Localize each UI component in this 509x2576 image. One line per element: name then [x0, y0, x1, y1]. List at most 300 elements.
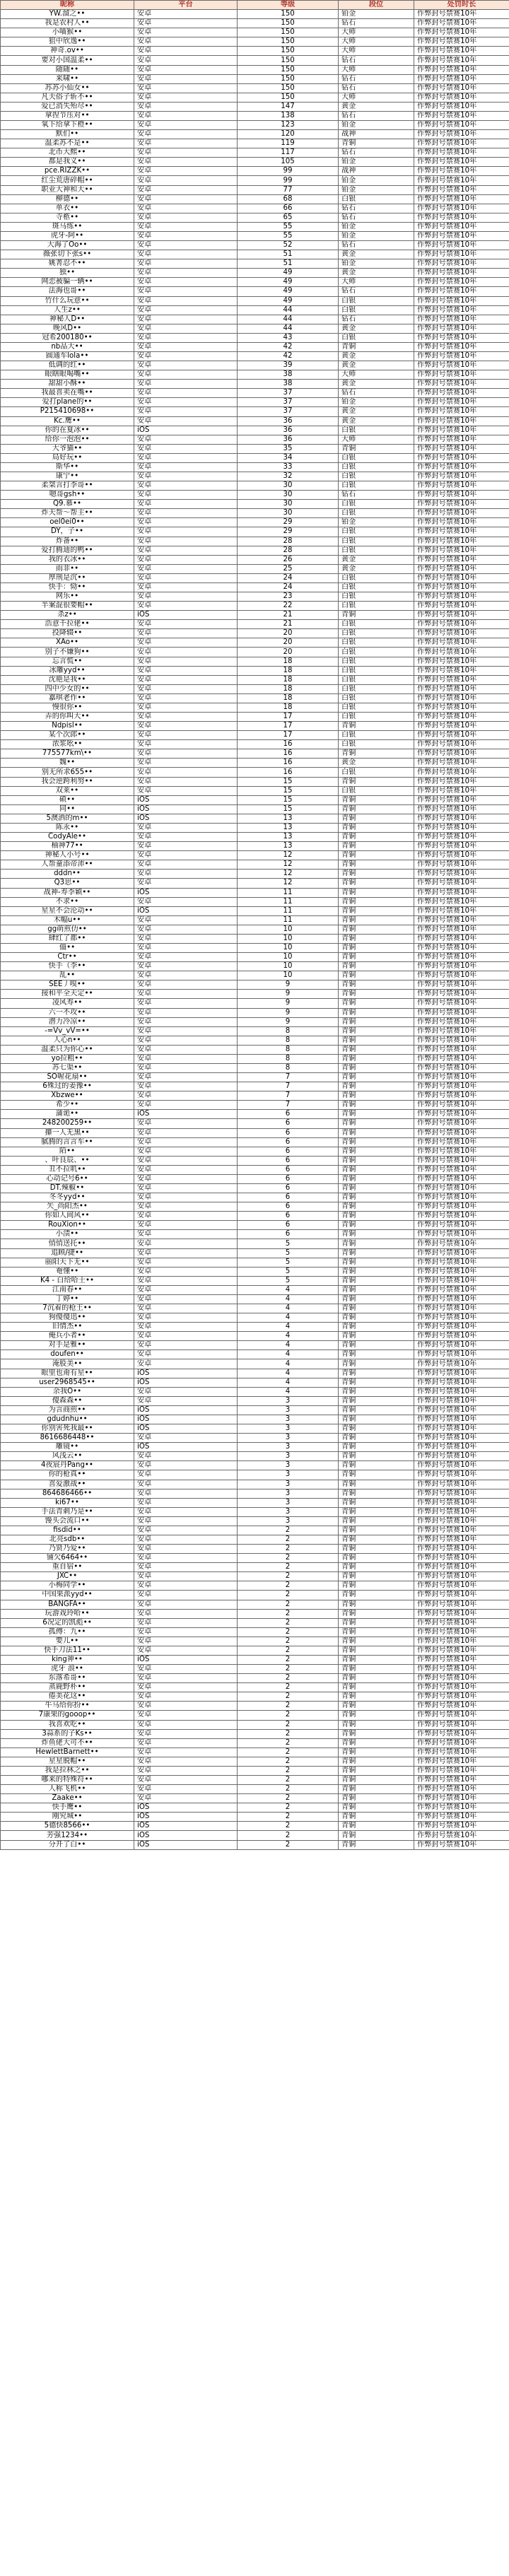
- cell-punishment: 作弊封号禁赛10年: [414, 213, 509, 222]
- cell-tier: 青铜: [339, 1424, 414, 1434]
- cell-punishment: 作弊封号禁赛10年: [414, 1498, 509, 1507]
- cell-tier: 青铜: [339, 1655, 414, 1664]
- table-row: [1, 1017, 509, 1026]
- cell-platform: 安卓: [134, 74, 238, 83]
- cell-tier: 青铜: [339, 1294, 414, 1304]
- cell-platform: 安卓: [134, 1184, 238, 1193]
- cell-platform: 安卓: [134, 1119, 238, 1128]
- cell-level: 4: [238, 1304, 339, 1313]
- table-row: [1, 1341, 509, 1350]
- cell-name: XAo••: [1, 638, 134, 648]
- cell-name: Xbzwe••: [1, 1091, 134, 1101]
- cell-tier: 黄金: [339, 380, 414, 389]
- cell-name: 厚刑是沉••: [1, 573, 134, 582]
- cell-tier: 青铜: [339, 1443, 414, 1452]
- cell-platform: 安卓: [134, 879, 238, 888]
- table-row: [1, 1692, 509, 1702]
- cell-punishment: 作弊封号禁赛10年: [414, 185, 509, 194]
- table-row: [1, 722, 509, 731]
- cell-tier: 青铜: [339, 1258, 414, 1267]
- table-row: [1, 1230, 509, 1239]
- table-row: [1, 1572, 509, 1581]
- cell-name: Q9.慕••: [1, 500, 134, 509]
- cell-name: 蒲诡••: [1, 1110, 134, 1119]
- cell-tier: 青铜: [339, 1332, 414, 1341]
- cell-level: 10: [238, 925, 339, 934]
- cell-name: 杀z••: [1, 611, 134, 620]
- cell-tier: 黄金: [339, 555, 414, 564]
- table-row: [1, 1036, 509, 1045]
- cell-punishment: 作弊封号禁赛10年: [414, 897, 509, 906]
- table-row: [1, 435, 509, 444]
- cell-tier: 青铜: [339, 1350, 414, 1359]
- table-row: [1, 527, 509, 537]
- cell-punishment: 作弊封号禁赛10年: [414, 971, 509, 980]
- cell-level: 9: [238, 999, 339, 1008]
- cell-tier: 大师: [339, 28, 414, 37]
- cell-tier: 青铜: [339, 1091, 414, 1101]
- table-row: [1, 1591, 509, 1600]
- cell-punishment: 作弊封号禁赛10年: [414, 1757, 509, 1766]
- cell-punishment: 作弊封号禁赛10年: [414, 1813, 509, 1822]
- table-row: [1, 1535, 509, 1544]
- cell-level: 55: [238, 231, 339, 240]
- cell-level: 2: [238, 1757, 339, 1766]
- cell-name: 眼瞎眼喝嘴••: [1, 370, 134, 380]
- cell-level: 11: [238, 906, 339, 915]
- cell-level: 150: [238, 56, 339, 65]
- cell-platform: 安卓: [134, 1091, 238, 1101]
- cell-platform: iOS: [134, 611, 238, 620]
- cell-level: 2: [238, 1609, 339, 1618]
- cell-name: 陈永••: [1, 823, 134, 832]
- cell-level: 6: [238, 1202, 339, 1212]
- table-row: [1, 500, 509, 509]
- cell-punishment: 作弊封号禁赛10年: [414, 1572, 509, 1581]
- cell-level: 16: [238, 768, 339, 777]
- cell-name: 北币大熙••: [1, 148, 134, 158]
- cell-name: 牛马给你扮••: [1, 1702, 134, 1711]
- cell-level: 52: [238, 241, 339, 250]
- cell-name: 爱已消失殆尽••: [1, 102, 134, 111]
- cell-tier: 青铜: [339, 870, 414, 879]
- cell-level: 10: [238, 934, 339, 943]
- cell-platform: 安卓: [134, 278, 238, 287]
- cell-level: 30: [238, 509, 339, 518]
- cell-platform: 安卓: [134, 1554, 238, 1563]
- cell-name: BANGFA••: [1, 1600, 134, 1609]
- cell-level: 8: [238, 1063, 339, 1072]
- cell-level: 3: [238, 1480, 339, 1489]
- cell-platform: 安卓: [134, 897, 238, 906]
- cell-punishment: 作弊封号禁赛10年: [414, 657, 509, 666]
- cell-level: 5: [238, 1248, 339, 1258]
- table-row: [1, 1193, 509, 1202]
- cell-tier: 青铜: [339, 814, 414, 823]
- cell-platform: 安卓: [134, 851, 238, 860]
- table-row: [1, 1248, 509, 1258]
- cell-name: 775577km\••: [1, 749, 134, 759]
- cell-level: 4: [238, 1294, 339, 1304]
- cell-level: 30: [238, 491, 339, 500]
- cell-punishment: 作弊封号禁赛10年: [414, 222, 509, 231]
- cell-name: 铺欠6464••: [1, 1554, 134, 1563]
- cell-tier: 青铜: [339, 1073, 414, 1082]
- cell-level: 7: [238, 1101, 339, 1110]
- cell-platform: 安卓: [134, 777, 238, 786]
- cell-name: 5德快8566••: [1, 1822, 134, 1831]
- cell-level: 15: [238, 804, 339, 814]
- cell-platform: 安卓: [134, 269, 238, 278]
- cell-name: dddn••: [1, 870, 134, 879]
- table-row: [1, 693, 509, 703]
- cell-tier: 青铜: [339, 1720, 414, 1729]
- cell-platform: 安卓: [134, 1535, 238, 1544]
- cell-platform: 安卓: [134, 592, 238, 602]
- table-row: [1, 925, 509, 934]
- cell-punishment: 作弊封号禁赛10年: [414, 65, 509, 74]
- cell-platform: iOS: [134, 814, 238, 823]
- cell-platform: 安卓: [134, 980, 238, 990]
- cell-level: 6: [238, 1110, 339, 1119]
- cell-name: 狗傻傻迅••: [1, 1313, 134, 1323]
- cell-tier: 白银: [339, 426, 414, 435]
- cell-punishment: 作弊封号禁赛10年: [414, 1230, 509, 1239]
- cell-name: 半案混很要帽••: [1, 602, 134, 611]
- cell-level: 20: [238, 629, 339, 638]
- cell-name: 网恋被骗一辆••: [1, 278, 134, 287]
- cell-punishment: 作弊封号禁赛10年: [414, 1674, 509, 1683]
- cell-tier: 青铜: [339, 722, 414, 731]
- cell-tier: 青铜: [339, 1747, 414, 1757]
- cell-tier: 青铜: [339, 1415, 414, 1424]
- cell-name: 乱••: [1, 971, 134, 980]
- cell-tier: 青铜: [339, 1452, 414, 1461]
- table-body: [1, 10, 509, 1850]
- cell-level: 2: [238, 1618, 339, 1627]
- cell-platform: 安卓: [134, 259, 238, 269]
- cell-platform: 安卓: [134, 915, 238, 925]
- cell-name: 温柔苏不是••: [1, 139, 134, 148]
- cell-level: 3: [238, 1489, 339, 1498]
- cell-level: 150: [238, 83, 339, 93]
- cell-level: 4: [238, 1323, 339, 1332]
- cell-name: 8616686448••: [1, 1434, 134, 1443]
- cell-tier: 钻石: [339, 19, 414, 28]
- cell-tier: 青铜: [339, 1304, 414, 1313]
- table-row: [1, 1480, 509, 1489]
- cell-punishment: 作弊封号禁赛10年: [414, 380, 509, 389]
- table-row: [1, 823, 509, 832]
- cell-platform: 安卓: [134, 1313, 238, 1323]
- cell-platform: 安卓: [134, 1147, 238, 1156]
- cell-name: 你如人间风••: [1, 1212, 134, 1221]
- cell-platform: 安卓: [134, 500, 238, 509]
- cell-platform: 安卓: [134, 684, 238, 693]
- table-row: [1, 1221, 509, 1230]
- cell-punishment: 作弊封号禁赛10年: [414, 842, 509, 851]
- cell-platform: 安卓: [134, 703, 238, 712]
- cell-name: 大海了Oo••: [1, 241, 134, 250]
- cell-platform: 安卓: [134, 629, 238, 638]
- cell-level: 3: [238, 1396, 339, 1405]
- cell-tier: 青铜: [339, 1396, 414, 1405]
- cell-tier: 白银: [339, 786, 414, 795]
- table-row: [1, 65, 509, 74]
- table-row: [1, 1323, 509, 1332]
- cell-tier: 青铜: [339, 1591, 414, 1600]
- table-row: [1, 1674, 509, 1683]
- cell-tier: 青铜: [339, 1785, 414, 1794]
- header-punishment: 处罚时长: [414, 1, 509, 10]
- cell-level: 7: [238, 1091, 339, 1101]
- cell-punishment: 作弊封号禁赛10年: [414, 204, 509, 213]
- cell-punishment: 作弊封号禁赛10年: [414, 102, 509, 111]
- table-row: [1, 1794, 509, 1803]
- cell-name: 3蒜系的子Ks••: [1, 1729, 134, 1738]
- cell-tier: 青铜: [339, 823, 414, 832]
- cell-level: 32: [238, 472, 339, 481]
- cell-platform: 安卓: [134, 435, 238, 444]
- table-row: [1, 1665, 509, 1674]
- cell-tier: 青铜: [339, 1119, 414, 1128]
- cell-platform: 安卓: [134, 19, 238, 28]
- cell-punishment: 作弊封号禁赛10年: [414, 740, 509, 749]
- cell-punishment: 作弊封号禁赛10年: [414, 1026, 509, 1036]
- cell-tier: 青铜: [339, 1831, 414, 1840]
- cell-punishment: 作弊封号禁赛10年: [414, 176, 509, 185]
- cell-name: 冠希200180••: [1, 333, 134, 342]
- cell-tier: 青铜: [339, 1665, 414, 1674]
- cell-punishment: 作弊封号禁赛10年: [414, 804, 509, 814]
- cell-punishment: 作弊封号禁赛10年: [414, 629, 509, 638]
- cell-platform: 安卓: [134, 1387, 238, 1396]
- cell-name: 眼里也甭有星••: [1, 1369, 134, 1378]
- cell-punishment: 作弊封号禁赛10年: [414, 1017, 509, 1026]
- cell-platform: 安卓: [134, 241, 238, 250]
- cell-tier: 黄金: [339, 351, 414, 361]
- cell-tier: 青铜: [339, 1702, 414, 1711]
- table-row: [1, 814, 509, 823]
- cell-platform: 安卓: [134, 860, 238, 870]
- table-row: [1, 1276, 509, 1285]
- cell-tier: 青铜: [339, 1045, 414, 1054]
- cell-name: 俺兵小者••: [1, 1332, 134, 1341]
- cell-platform: 安卓: [134, 546, 238, 555]
- table-row: [1, 1082, 509, 1091]
- table-row: [1, 37, 509, 47]
- cell-punishment: 作弊封号禁赛10年: [414, 795, 509, 804]
- table-row: [1, 1101, 509, 1110]
- cell-platform: 安卓: [134, 1729, 238, 1738]
- cell-platform: 安卓: [134, 990, 238, 999]
- cell-punishment: 作弊封号禁赛10年: [414, 1655, 509, 1664]
- cell-name: 刚究城••: [1, 1813, 134, 1822]
- cell-name: 864686466••: [1, 1489, 134, 1498]
- cell-platform: 安卓: [134, 1720, 238, 1729]
- table-row: [1, 1757, 509, 1766]
- cell-tier: 青铜: [339, 1674, 414, 1683]
- cell-name: 旧情杰••: [1, 1323, 134, 1332]
- cell-platform: 安卓: [134, 1757, 238, 1766]
- table-row: [1, 194, 509, 204]
- cell-punishment: 作弊封号禁赛10年: [414, 1747, 509, 1757]
- cell-platform: 安卓: [134, 1489, 238, 1498]
- cell-tier: 青铜: [339, 1082, 414, 1091]
- cell-platform: 安卓: [134, 416, 238, 426]
- cell-platform: 安卓: [134, 1248, 238, 1258]
- cell-punishment: 作弊封号禁赛10年: [414, 19, 509, 28]
- cell-platform: 安卓: [134, 250, 238, 259]
- cell-tier: 黄金: [339, 361, 414, 370]
- cell-punishment: 作弊封号禁赛10年: [414, 426, 509, 435]
- cell-tier: 大师: [339, 93, 414, 102]
- cell-name: Zaake••: [1, 1794, 134, 1803]
- cell-name: 快手：恸••: [1, 582, 134, 592]
- cell-platform: 安卓: [134, 1045, 238, 1054]
- cell-punishment: 作弊封号禁赛10年: [414, 925, 509, 934]
- cell-tier: 青铜: [339, 1239, 414, 1248]
- cell-level: 2: [238, 1702, 339, 1711]
- cell-platform: 安卓: [134, 1600, 238, 1609]
- cell-platform: 安卓: [134, 1258, 238, 1267]
- cell-level: 6: [238, 1184, 339, 1193]
- cell-punishment: 作弊封号禁赛10年: [414, 351, 509, 361]
- table-row: [1, 1702, 509, 1711]
- cell-tier: 青铜: [339, 1516, 414, 1526]
- cell-tier: 白银: [339, 592, 414, 602]
- cell-level: 120: [238, 130, 339, 139]
- cell-level: 2: [238, 1692, 339, 1702]
- cell-platform: iOS: [134, 1813, 238, 1822]
- cell-punishment: 作弊封号禁赛10年: [414, 1008, 509, 1017]
- table-row: [1, 1637, 509, 1646]
- cell-name: 希少••: [1, 1101, 134, 1110]
- cell-name: 矢_尚阳杰••: [1, 1202, 134, 1212]
- cell-platform: 安卓: [134, 1618, 238, 1627]
- cell-tier: 青铜: [339, 1489, 414, 1498]
- table-row: [1, 1396, 509, 1405]
- cell-name: 潜力冷凉••: [1, 1017, 134, 1026]
- cell-tier: 青铜: [339, 1359, 414, 1369]
- cell-platform: iOS: [134, 906, 238, 915]
- table-row: [1, 851, 509, 860]
- cell-level: 22: [238, 602, 339, 611]
- cell-name: 冰雕yyd••: [1, 666, 134, 675]
- table-row: [1, 1285, 509, 1294]
- cell-punishment: 作弊封号禁赛10年: [414, 472, 509, 481]
- cell-level: 37: [238, 389, 339, 398]
- cell-platform: 安卓: [134, 1036, 238, 1045]
- cell-name: 人生z••: [1, 305, 134, 315]
- table-row: [1, 971, 509, 980]
- cell-name: 倦美花这••: [1, 1692, 134, 1702]
- cell-platform: 安卓: [134, 1461, 238, 1470]
- cell-punishment: 作弊封号禁赛10年: [414, 1073, 509, 1082]
- cell-name: 7沉着的枪王••: [1, 1304, 134, 1313]
- cell-punishment: 作弊封号禁赛10年: [414, 148, 509, 158]
- cell-platform: 安卓: [134, 1137, 238, 1147]
- cell-punishment: 作弊封号禁赛10年: [414, 1285, 509, 1294]
- cell-platform: 安卓: [134, 111, 238, 120]
- cell-tier: 青铜: [339, 1026, 414, 1036]
- cell-punishment: 作弊封号禁赛10年: [414, 675, 509, 684]
- cell-level: 26: [238, 555, 339, 564]
- table-row: [1, 897, 509, 906]
- cell-tier: 黄金: [339, 269, 414, 278]
- cell-level: 3: [238, 1516, 339, 1526]
- cell-punishment: 作弊封号禁赛10年: [414, 1452, 509, 1461]
- cell-punishment: 作弊封号禁赛10年: [414, 1387, 509, 1396]
- cell-punishment: 作弊封号禁赛10年: [414, 684, 509, 693]
- cell-platform: 安卓: [134, 222, 238, 231]
- cell-tier: 黄金: [339, 324, 414, 333]
- cell-platform: 安卓: [134, 759, 238, 768]
- table-row: [1, 1609, 509, 1618]
- cell-level: 3: [238, 1424, 339, 1434]
- cell-name: 小梅同学••: [1, 1581, 134, 1591]
- cell-level: 6: [238, 1147, 339, 1156]
- table-row: [1, 139, 509, 148]
- cell-tier: 青铜: [339, 1323, 414, 1332]
- cell-name: 柚神77••: [1, 842, 134, 851]
- table-row: [1, 602, 509, 611]
- table-row: [1, 518, 509, 527]
- cell-level: 18: [238, 666, 339, 675]
- cell-name: 丁婷••: [1, 1294, 134, 1304]
- table-row: [1, 121, 509, 130]
- table-row: [1, 537, 509, 546]
- cell-punishment: 作弊封号禁赛10年: [414, 1184, 509, 1193]
- cell-name: 虎牙 浪••: [1, 1665, 134, 1674]
- cell-platform: 安卓: [134, 472, 238, 481]
- cell-name: 别无所求655••: [1, 768, 134, 777]
- table-row: [1, 148, 509, 158]
- cell-name: 我是拉林之••: [1, 1766, 134, 1775]
- cell-punishment: 作弊封号禁赛10年: [414, 1627, 509, 1637]
- cell-level: 2: [238, 1776, 339, 1785]
- table-row: [1, 888, 509, 897]
- cell-platform: 安卓: [134, 139, 238, 148]
- table-row: [1, 185, 509, 194]
- cell-platform: 安卓: [134, 1692, 238, 1702]
- cell-level: 38: [238, 380, 339, 389]
- cell-punishment: 作弊封号禁赛10年: [414, 1147, 509, 1156]
- cell-tier: 青铜: [339, 842, 414, 851]
- table-row: [1, 879, 509, 888]
- cell-punishment: 作弊封号禁赛10年: [414, 370, 509, 380]
- table-row: [1, 333, 509, 342]
- cell-punishment: 作弊封号禁赛10年: [414, 1794, 509, 1803]
- cell-platform: 安卓: [134, 638, 238, 648]
- table-row: [1, 287, 509, 296]
- cell-punishment: 作弊封号禁赛10年: [414, 167, 509, 176]
- cell-platform: 安卓: [134, 1747, 238, 1757]
- cell-punishment: 作弊封号禁赛10年: [414, 823, 509, 832]
- cell-platform: 安卓: [134, 380, 238, 389]
- cell-name: 星星脱帽••: [1, 1757, 134, 1766]
- cell-tier: 青铜: [339, 1646, 414, 1655]
- cell-tier: 青铜: [339, 1221, 414, 1230]
- cell-name: user2968545••: [1, 1378, 134, 1387]
- cell-punishment: 作弊封号禁赛10年: [414, 93, 509, 102]
- cell-punishment: 作弊封号禁赛10年: [414, 1239, 509, 1248]
- cell-level: 15: [238, 786, 339, 795]
- cell-punishment: 作弊封号禁赛10年: [414, 1193, 509, 1202]
- cell-platform: 安卓: [134, 213, 238, 222]
- table-row: [1, 416, 509, 426]
- cell-name: yo拉粗••: [1, 1054, 134, 1063]
